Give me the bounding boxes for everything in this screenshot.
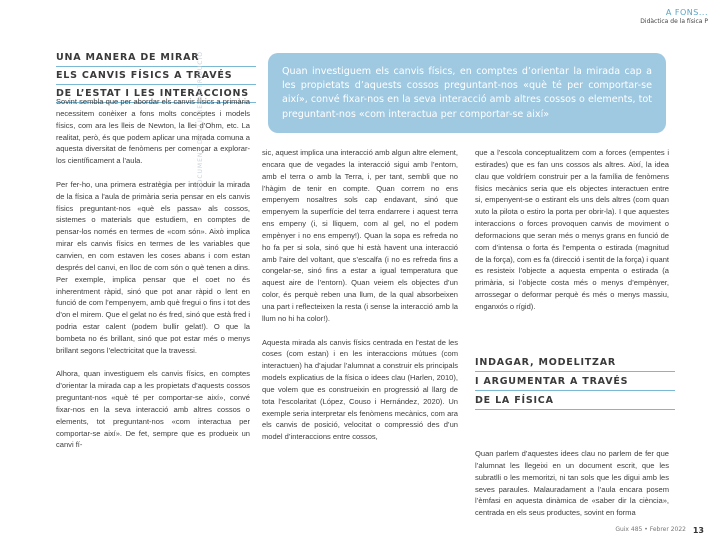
heading-line: DE L’ESTAT I LES INTERACCIONS — [56, 86, 256, 103]
heading-line: INDAGAR, MODELITZAR — [475, 355, 675, 372]
paragraph: que a l’escola conceptualitzem com a forces (empentes i estirades) que es fan uns cossos als altres. Així, la idea clau que voldríem construir per a la família de fenòmens físics mecànics seria que els objectes interactuen entre si, empenyent-se o estirant els uns dels altres (com quan xuto la pilota o estiro la porta per obrir-la). I que aquestes interaccions o forces provoquen canvis de moviment o deformacions que seran més o menys grans en funció de com d’intensa o forta és l’empenta o estirada (magnitud de la força), com es fa (direcció i sentit de la força) i quant es resisteix l’objecte a aquesta empenta o estirada (a primària, si l’objecte costa més o menys d’empènyer, arrossegar o deformar perquè és més o menys massiu, enganxós o rígid). — [475, 148, 669, 311]
heading-line: UNA MANERA DE MIRAR — [56, 50, 256, 67]
heading-line: DE LA FÍSICA — [475, 393, 675, 410]
subsection-label: Didàctica de la física P — [640, 18, 708, 25]
running-header — [640, 8, 708, 25]
paragraph: Quan parlem d’aquestes idees clau no parlem de fer que l’alumnat les llegeixi en un document escrit, que les subratlli o les memoritzi, ni tan sols que les digui amb les seves paraules. Malauradament a l’aula encara posem l’èmfasi en aquesta dinàmica de «saber dir la ciència», centrada en els seus productes, sovint en forma — [475, 449, 669, 518]
paragraph: Sovint sembla que per abordar els canvis físics a primària necessitem conèixer a fons molts conceptes i models físics, com ara les lleis de Newton, la llei d’Ohm, etc. La realitat, però, és que podem aplicar una mirada comuna a aquesta diversitat de fenòmens per començar a explorar-los científicament a l’aula. — [56, 97, 250, 166]
paragraph: Per fer-ho, una primera estratègia per introduir la mirada de la física a l’aula de primària seria pensar en els canvis físics preguntant-nos «què els passa» als cossos, sistemes o materials que estudiem, en comptes de pensar-los només en termes de «com són». Això implica mirar els canvis físics en termes de les variables que canvien, en com estaven les coses abans i com estan després del canvi, en lloc de com són o què tenen a dins. Per exemple, implica pensar que el coet no és inherentment ràpid, sinó que pot anar ràpid o lent en funció de com l’empenyem, amb què fregui o fins i tot des d’on el mirem. Que el gelat no és fred, sinó que està fred i podria estar calent (podem bullir gelat!). O que la bombeta no és brillant, sinó que pot estar més o menys brillant segons l’electricitat que la travessi. — [56, 179, 250, 355]
text-column-3 — [475, 147, 669, 342]
text-column-4 — [475, 448, 669, 528]
page-number: 13 — [692, 526, 704, 535]
paragraph: Alhora, quan investiguem els canvis físics, en comptes d’orientar la mirada cap a les propietats d’aquests cossos preguntant-nos «què té per comportar-se així», convé fixar-nos en la seva interacció amb altres cossos o elements, tot preguntant-nos «com interactua per comportar-se així». De fet, sempre que es produeix un canvi fí- — [56, 369, 250, 450]
pull-quote: Quan investiguem els canvis físics, en comptes d’orientar la mirada cap a les propietats d’aquests cossos preguntant-nos «què té per comportar-se així», convé fixar-nos en la seva interacció amb altres cossos o elements, tot preguntant-nos «com interactua per comportar-se així» — [268, 53, 666, 133]
paragraph: Aquesta mirada als canvis físics centrada en l’estat de les coses (com estan) i en les interaccions mútues (com interactuen) ha d’ajudar l’alumnat a construir els principals models explicatius de la física o idees clau (Harlen, 2010), que volem que es construeixin en progressió al llarg de tota l’escolaritat (López, Couso i Hernández, 2020). Un exemple seria interpretar els fenòmens mecànics, com ara els canvis de posició, velocitat o compressió des d’un model d’interaccions entre cossos, — [262, 337, 458, 442]
heading-line: I ARGUMENTAR A TRAVÉS — [475, 374, 675, 391]
text-column-1 — [56, 96, 250, 514]
side-watermark: DOCUMENT DE LLIURE DISTRIBUCIÓ — [197, 51, 204, 190]
paragraph: sic, aquest implica una interacció amb algun altre element, encara que de vegades la interacció sigui amb l’entorn, amb el terra o amb la Terra, i, per tant, sembli que no l’hàgim de tenir en compte. Quan correm no ens empenyem nosaltres sols cap endavant, sinó que empenyem la superfície del terra endarrere i aquest terra ens empeny (i, si lliquem, com al gel, no el podem empènyer i no ens empeny!). Quan la sopa es refreda no ho fa per si sola, sinó que hi està havent una interacció amb l’aire del voltant, que s’escalfa (i no es refreda fins a congelar-se, sinó fins a estar a igual temperatura que aquest aire de l’entorn). Quan veiem els objectes d’un color, és perquè reben una llum, de la qual absorbeixen una part i reflecteixen la resta (i sense la interacció amb la llum no hi ha color!). — [262, 148, 458, 323]
section-label: A FONS... — [665, 8, 708, 17]
issue-footer: Guix 485 • Febrer 2022 — [615, 526, 686, 533]
text-column-2 — [262, 147, 458, 532]
section-heading-2 — [475, 355, 675, 412]
heading-line: ELS CANVIS FÍSICS A TRAVÉS — [56, 68, 256, 85]
